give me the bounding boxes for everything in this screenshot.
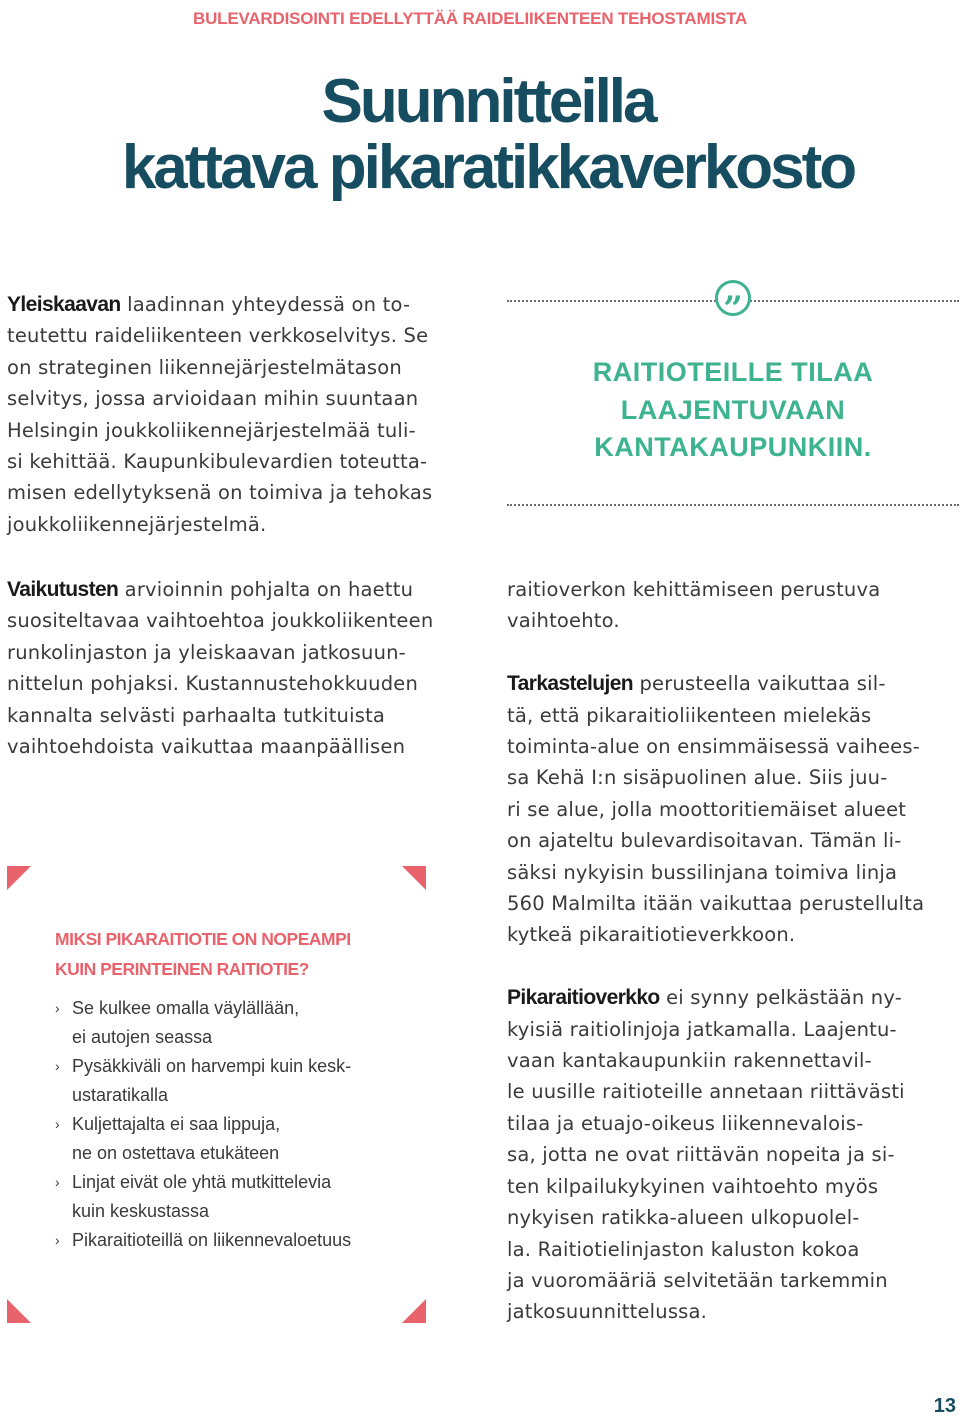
- factbox-title-line: KUIN PERINTEINEN RAITIOTIE?: [55, 959, 309, 979]
- vaikutusten-paragraph: [7, 574, 433, 762]
- vaikutusten-line: kannalta selvästi parhaalta tutkituista: [7, 703, 386, 727]
- pull-quote: [507, 289, 959, 506]
- list-item: [55, 994, 351, 1052]
- factbox-list: [55, 994, 351, 1255]
- factbox-corner-bottom-right: [402, 1299, 426, 1323]
- intro-line: teutettu raideliikenteen verkkoselvitys. Se: [7, 324, 429, 348]
- bullet-chevron-icon: ›: [55, 1058, 60, 1074]
- pikaraitio-line: nykyisen ratikka-alueen ulkopuolel-: [507, 1206, 860, 1230]
- intro-line: si kehittää. Kaupunkibulevardien toteutta-: [7, 450, 428, 474]
- pikaraitio-lead: Pikaraitioverkko: [507, 986, 660, 1010]
- page-title-line-1: Suunnitteilla: [321, 67, 655, 136]
- right-column-text: [507, 574, 924, 1328]
- intro-line: on strateginen liikennejärjestelmätason: [7, 355, 402, 379]
- tarkastelujen-line: 560 Malmilta itään vaikuttaa perustellulta: [507, 892, 925, 916]
- intro-lead: Yleiskaavan: [7, 293, 121, 316]
- intro-line: misen edellytyksenä on toimiva ja tehokas: [7, 481, 433, 505]
- bullet-chevron-icon: ›: [55, 1000, 60, 1016]
- tarkastelujen-line: kytkeä pikaraitiotieverkkoon.: [507, 923, 796, 947]
- page-title-line-2: kattava pikaratikkaverkosto: [121, 133, 855, 202]
- vaikutusten-line: runkolinjaston ja yleiskaavan jatkosuun-: [7, 640, 406, 664]
- quote-line: KANTAKAUPUNKIIN.: [594, 432, 872, 462]
- tarkastelujen-line: toiminta-alue on ensimmäisessä vaihees-: [507, 735, 920, 759]
- continuation-line: vaihtoehto.: [507, 609, 620, 633]
- factbox-corner-bottom-left: [7, 1299, 31, 1323]
- intro-paragraph: [7, 289, 432, 540]
- vaikutusten-line: arvioinnin pohjalta on haettu: [118, 578, 414, 601]
- bullet-chevron-icon: ›: [55, 1116, 60, 1132]
- list-item-line: Kuljettajalta ei saa lippuja,: [72, 1114, 281, 1134]
- list-item-line: ustaratikalla: [72, 1085, 169, 1105]
- intro-line: laadinnan yhteydessä on to-: [120, 293, 411, 316]
- factbox-title-line: MIKSI PIKARAITIOTIE ON NOPEAMPI: [55, 929, 351, 949]
- pikaraitio-line: ten kilpailukykyinen vaihtoehto myös: [507, 1174, 879, 1198]
- list-item-line: Linjat eivät ole yhtä mutkittelevia: [72, 1172, 332, 1192]
- tarkastelujen-lead: Tarkastelujen: [507, 672, 634, 696]
- list-item: [55, 1168, 351, 1226]
- bullet-chevron-icon: ›: [55, 1174, 60, 1190]
- pikaraitio-line: vaan kantakaupunkiin rakennettavil-: [507, 1049, 872, 1073]
- tarkastelujen-line: perusteella vaikuttaa sil-: [633, 672, 886, 696]
- intro-line: joukkoliikennejärjestelmä.: [7, 512, 267, 536]
- quote-line: RAITIOTEILLE TILAA: [592, 357, 874, 387]
- pikaraitio-line: ei synny pelkästään ny-: [659, 986, 902, 1010]
- intro-line: Helsingin joukkoliikennejärjestelmää tuli-: [7, 418, 416, 442]
- vaikutusten-line: nittelun pohjaksi. Kustannustehokkuuden: [7, 672, 419, 696]
- pikaraitio-line: la. Raitiotielinjaston kaluston kokoa: [507, 1237, 860, 1261]
- pikaraitio-line: jatkosuunnittelussa.: [507, 1300, 708, 1324]
- list-item-line: Pysäkkiväli on harvempi kuin kesk-: [72, 1056, 352, 1076]
- pikaraitio-line: sa, jotta ne ovat riittävän nopeita ja si-: [507, 1143, 895, 1167]
- list-item-line: ne on ostettava etukäteen: [72, 1143, 280, 1163]
- quote-text: [507, 354, 959, 467]
- list-item: [55, 1110, 351, 1168]
- list-item: [55, 1226, 351, 1255]
- list-item-line: Se kulkee omalla väylällään,: [72, 998, 300, 1018]
- list-item-line: kuin keskustassa: [72, 1201, 210, 1221]
- quote-bottom-rule: [507, 504, 959, 506]
- section-kicker: BULEVARDISOINTI EDELLYTTÄÄ RAIDELIIKENTEEN TEHOSTAMISTA: [193, 9, 748, 28]
- tarkastelujen-line: on ajateltu bulevardisoitavan. Tämän li-: [507, 829, 902, 853]
- list-item-line: Pikaraitioteillä on liikennevaloetuus: [72, 1230, 352, 1250]
- quote-icon: ”: [715, 280, 751, 316]
- pikaraitio-line: ja vuoromääriä selvitetään tarkemmin: [507, 1268, 888, 1292]
- factbox-corner-top-left: [7, 866, 31, 890]
- tarkastelujen-line: ri se alue, jolla moottoritiemäiset alueet: [507, 797, 907, 821]
- vaikutusten-lead: Vaikutusten: [7, 578, 119, 601]
- intro-line: selvitys, jossa arvioidaan mihin suuntaan: [7, 387, 419, 411]
- factbox-corner-top-right: [402, 866, 426, 890]
- vaikutusten-line: suositeltavaa vaihtoehtoa joukkoliikenteen: [7, 609, 434, 633]
- quote-line: LAAJENTUVAAN: [620, 394, 846, 425]
- page-number: 13: [933, 1395, 956, 1417]
- tarkastelujen-line: sa Kehä I:n sisäpuolinen alue. Siis juu-: [507, 766, 888, 790]
- tarkastelujen-line: tä, että pikaraitioliikenteen mielekäs: [507, 703, 872, 727]
- pikaraitio-line: tilaa ja etuajo-oikeus liikennevalois-: [507, 1111, 864, 1135]
- continuation-line: raitioverkon kehittämiseen perustuva: [507, 578, 881, 601]
- list-item: [55, 1052, 351, 1110]
- pikaraitio-line: le uusille raitioteille annetaan riittävästi: [507, 1080, 905, 1104]
- pikaraitio-line: kyisiä raitiolinjoja jatkamalla. Laajentu-: [507, 1017, 897, 1041]
- vaikutusten-line: vaihtoehdoista vaikuttaa maanpäällisen: [7, 735, 406, 759]
- list-item-line: ei autojen seassa: [72, 1027, 213, 1047]
- bullet-chevron-icon: ›: [55, 1232, 60, 1248]
- tarkastelujen-line: säksi nykyisin bussilinjana toimiva linja: [507, 860, 898, 884]
- factbox-title: [55, 924, 351, 984]
